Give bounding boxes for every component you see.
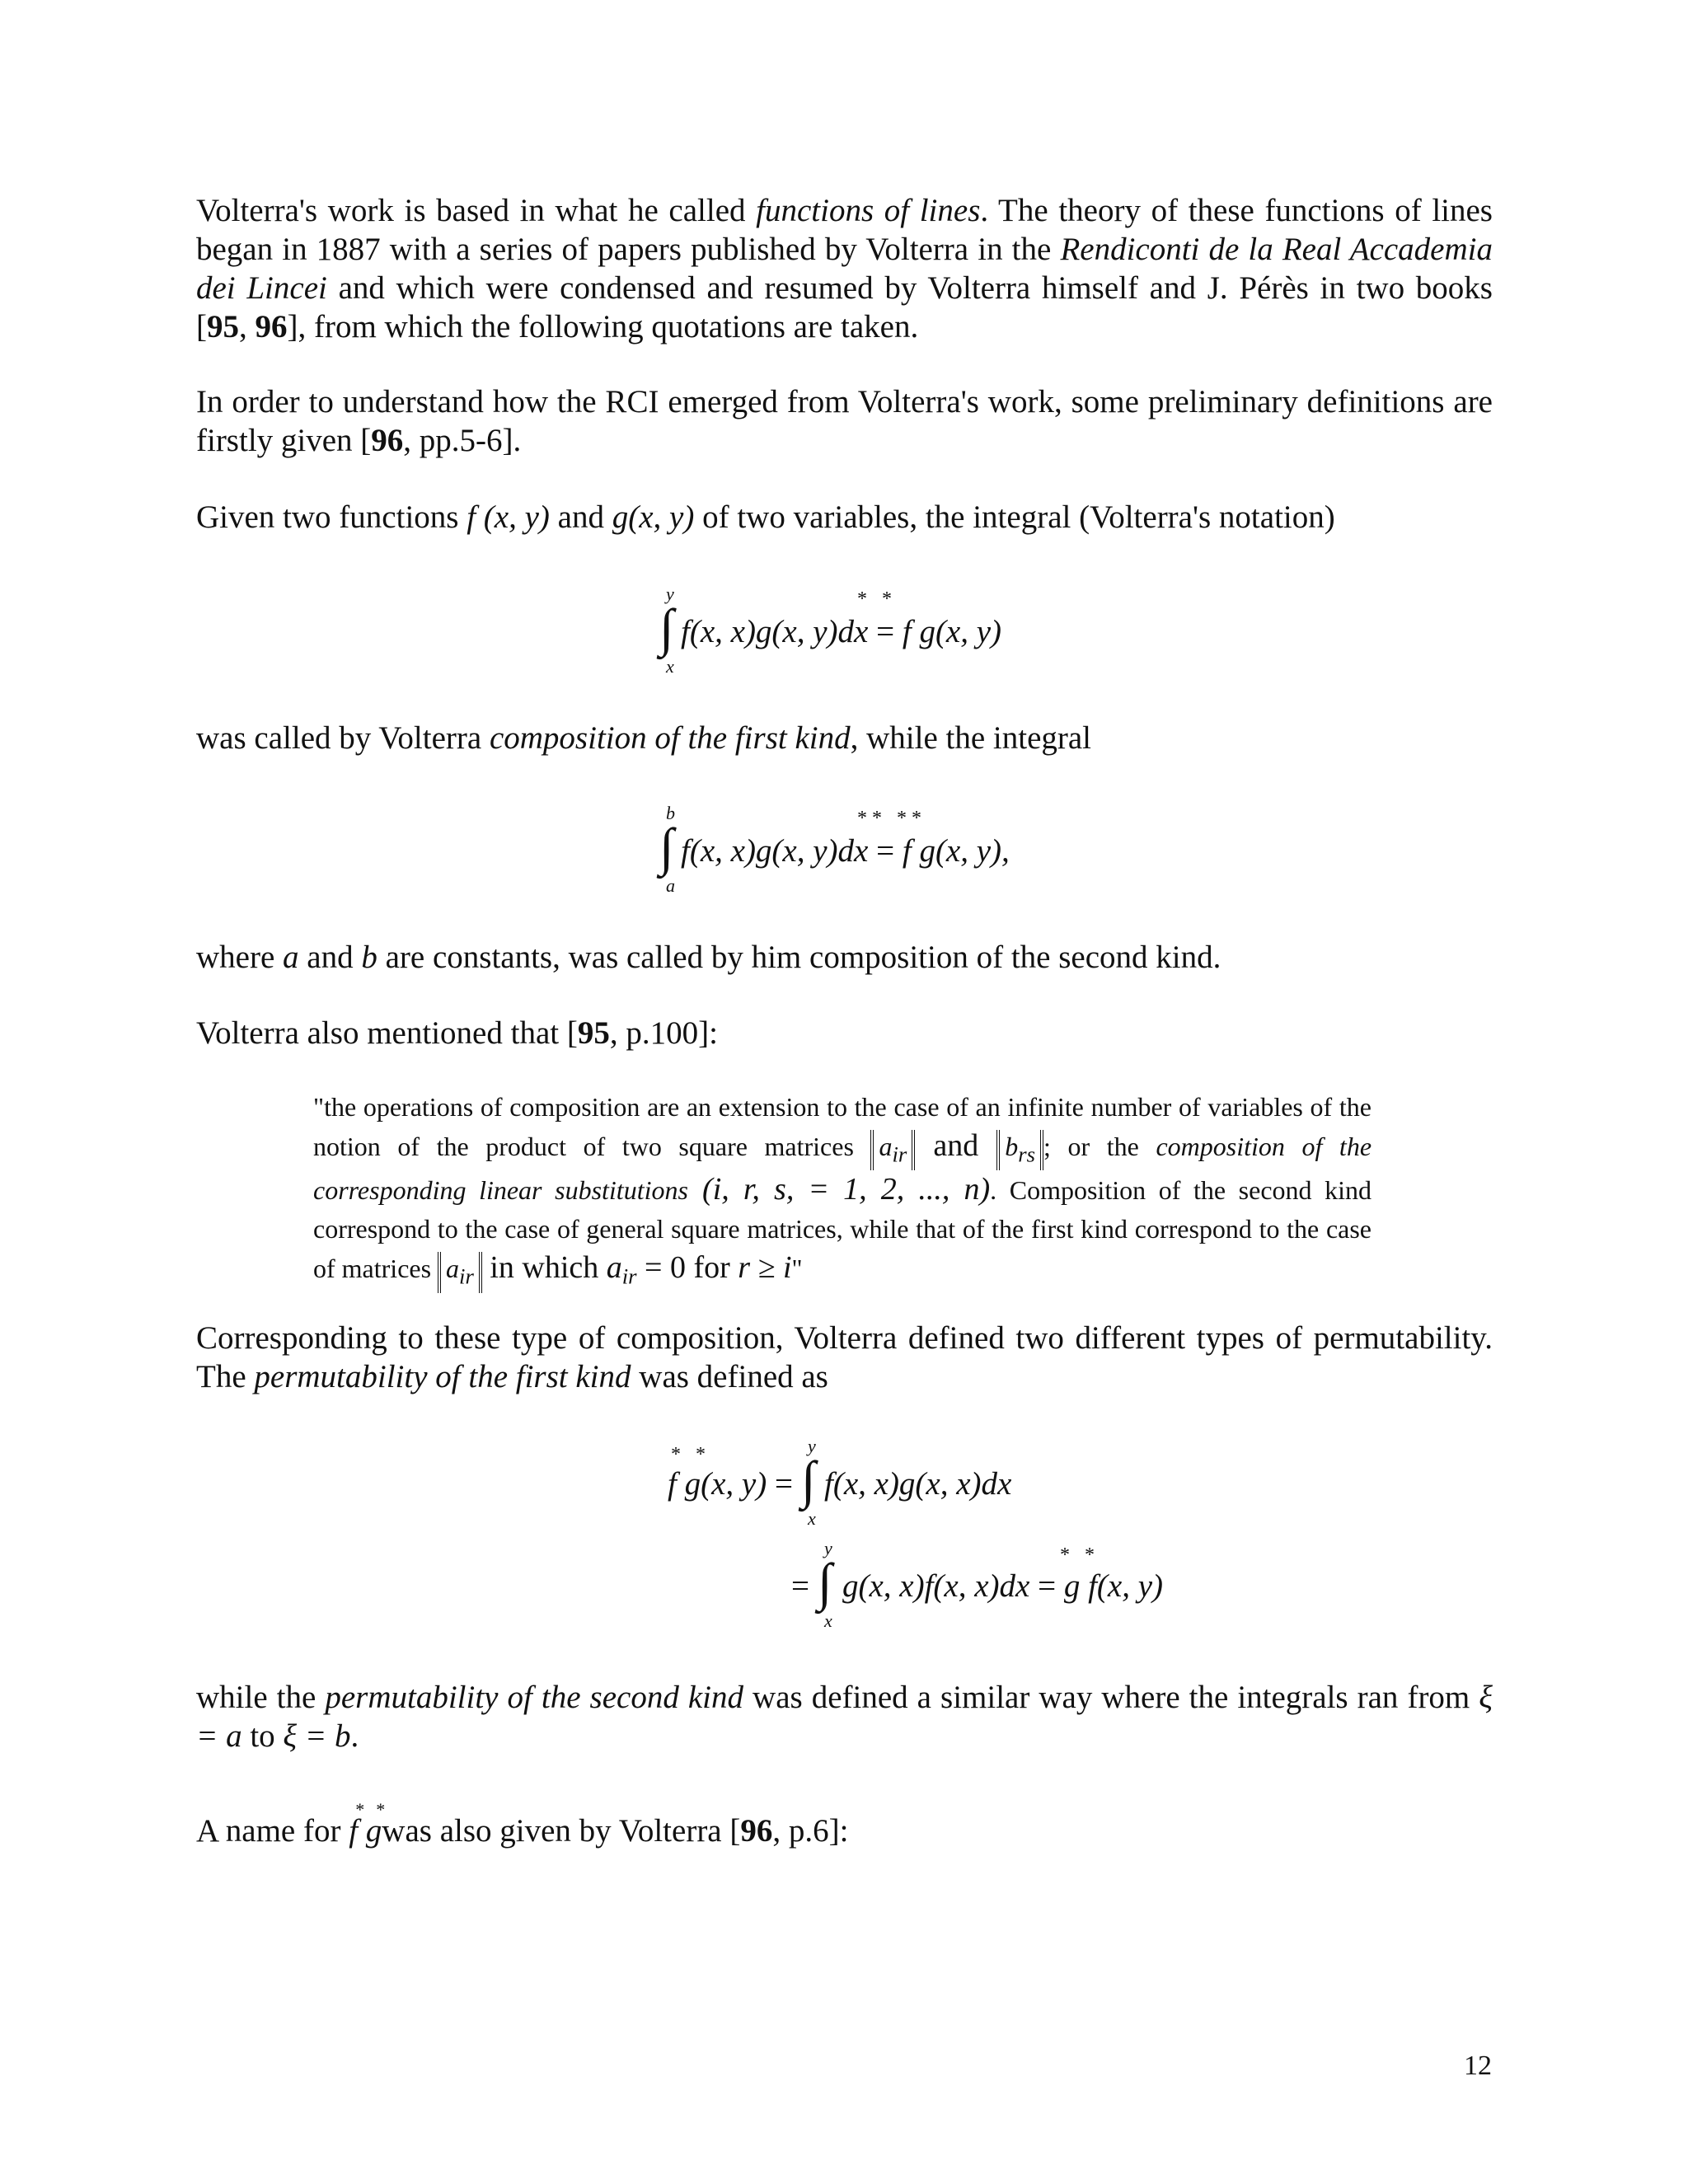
text: and	[915, 1128, 997, 1163]
star-marks: ** **	[857, 808, 926, 829]
math-var: b	[1005, 1132, 1019, 1161]
math-subscript: ir	[892, 1141, 907, 1167]
lower-limit: a	[666, 875, 675, 896]
text: In order to understand how the RCI emerged from Volterra's work, some preliminary definitions are firstly given [	[196, 384, 1493, 458]
emphasis-text: permutability of the first kind	[254, 1359, 631, 1394]
math-expr: g(x, y)	[676, 1466, 767, 1502]
text: for	[685, 1250, 738, 1286]
text: was defined as	[631, 1359, 828, 1394]
math-inline: f (x, y)	[467, 499, 550, 535]
math-expr: f(x, y)	[1080, 1568, 1164, 1604]
text: "the operations of composition are an extension to the case of an infinite number of variables of the notion of the product of two square matrices	[313, 1092, 1372, 1161]
math-subscript: ir	[459, 1263, 474, 1289]
equals-sign: =	[1029, 1568, 1064, 1604]
text: was called by Volterra	[196, 720, 490, 756]
matrix-norm	[870, 1130, 915, 1170]
upper-limit: y	[666, 583, 674, 604]
math-inline: (i, r, s, = 1, 2, ..., n)	[687, 1172, 991, 1207]
emphasis-text: permutability of the second kind	[325, 1680, 744, 1715]
star-marks: **	[355, 1799, 397, 1820]
text: where	[196, 940, 284, 975]
text: in which	[481, 1250, 607, 1286]
text: while the	[196, 1680, 326, 1715]
text: to	[241, 1718, 284, 1754]
text: Volterra also mentioned that [	[196, 1015, 578, 1051]
math-var: g	[365, 1813, 382, 1849]
text: . The theory of these functions of lines began in 1887 with a series of papers published by Volterra in the	[196, 193, 1493, 267]
emphasis-text: composition of the corresponding linear substitutions	[313, 1132, 1372, 1206]
text: Corresponding to these type of composition, Volterra defined two different types of permutability. The	[196, 1320, 1493, 1394]
equation-body	[681, 613, 1001, 650]
citation-ref: 96	[371, 423, 404, 458]
lower-limit: x	[808, 1508, 816, 1529]
integral-sign: ∫	[818, 1553, 832, 1611]
math-inline: ξ = b	[283, 1718, 351, 1754]
math-subscript: ir	[621, 1263, 637, 1289]
citation-ref: 95	[577, 1015, 610, 1051]
paragraph-given-functions	[196, 498, 1493, 537]
text: , p.100]:	[609, 1015, 718, 1051]
starred-product	[349, 1799, 397, 1850]
math-var: a	[283, 940, 299, 975]
equation-second-line	[842, 1568, 1163, 1605]
text: and	[549, 499, 612, 535]
citation-ref: 95	[207, 309, 239, 344]
page-number: 12	[1464, 2050, 1492, 2081]
paragraph-second-kind	[196, 1678, 1493, 1755]
star-marks: * *	[1060, 1544, 1100, 1566]
emphasis-text: composition of the first kind	[489, 720, 851, 756]
math-expr: g(x, y)	[911, 614, 1002, 649]
math-var: g	[1063, 1568, 1081, 1604]
text: .	[350, 1718, 359, 1754]
text: , pp.5-6].	[403, 423, 522, 458]
citation-ref: 96	[740, 1813, 773, 1849]
text: of two variables, the integral (Volterra's notation)	[694, 499, 1335, 535]
text: ; or the	[1043, 1132, 1156, 1161]
math-var: b	[361, 940, 377, 975]
equals-sign: =	[868, 614, 903, 649]
equals-sign: =	[791, 1568, 809, 1604]
math-expr: g(x, y),	[911, 833, 1010, 869]
integrand: g(x, x)f(x, x)dx	[842, 1568, 1030, 1604]
text: was defined a similar way where the integrals ran from	[743, 1680, 1479, 1715]
math-inline: ξ = a	[196, 1680, 1493, 1754]
equation-composition-first-kind	[659, 583, 1039, 682]
text: , while the integral	[850, 720, 1092, 756]
equation-lhs	[668, 1465, 793, 1502]
text: ], from which the following quotations are taken.	[287, 309, 919, 344]
math-var: f	[349, 1813, 359, 1849]
math-var: a	[879, 1132, 893, 1161]
upper-limit: y	[808, 1436, 816, 1456]
star-marks: * *	[857, 588, 897, 610]
text: , p.6]:	[772, 1813, 849, 1849]
journal-title: Rendiconti de la Real Accademia dei Lincei	[196, 232, 1493, 306]
paragraph-rci	[196, 382, 1493, 460]
math-var: f	[902, 614, 912, 649]
math-var: a	[446, 1254, 460, 1284]
text: "	[791, 1254, 803, 1284]
matrix-norm	[996, 1130, 1043, 1170]
paragraph-name-for	[196, 1799, 1493, 1850]
integral-sign: ∫	[801, 1451, 816, 1509]
citation-ref: 96	[255, 309, 288, 344]
star-marks: * *	[671, 1444, 710, 1465]
math-subscript: rs	[1018, 1141, 1036, 1167]
text: and which were condensed and resumed by Volterra himself and J. Pérès in two books [	[196, 270, 1493, 344]
text: are constants, was called by him composition of the second kind.	[377, 940, 1221, 975]
paragraph-constants	[196, 938, 1493, 977]
text: was also given by Volterra [	[382, 1813, 741, 1849]
text: A name for	[196, 1813, 349, 1849]
math-var: f	[902, 833, 912, 869]
equals-sign: =	[868, 833, 903, 869]
paragraph-permutability	[196, 1319, 1493, 1396]
text: Given two functions	[196, 499, 467, 535]
equals-sign: =	[767, 1466, 793, 1502]
integrand: f(x, x)g(x, y)dx	[681, 614, 869, 649]
lower-limit: x	[666, 656, 674, 677]
integrand: f(x, x)g(x, y)dx	[681, 833, 869, 869]
math-var: a	[606, 1250, 622, 1286]
matrix-norm	[438, 1252, 482, 1292]
equation-body	[681, 832, 1010, 869]
emphasis-text: functions of lines	[756, 193, 981, 228]
text: and	[298, 940, 362, 975]
math-inline: r ≥ i	[738, 1250, 792, 1286]
text: Volterra's work is based in what he called	[196, 193, 757, 228]
paragraph-volterra-mentioned	[196, 1014, 1493, 1052]
upper-limit: b	[666, 803, 675, 823]
paragraph-composition-first	[196, 719, 1493, 757]
math-inline: g(x, y)	[612, 499, 695, 535]
integral-sign: ∫	[659, 818, 674, 876]
math-var: f	[668, 1466, 677, 1502]
text: . Composition of the second kind correspond to the case of general square matrices, while that of the first kind correspond to the case of matrices	[313, 1175, 1372, 1284]
paragraph-intro	[196, 191, 1493, 346]
integral-sign: ∫	[659, 598, 674, 657]
block-quote	[313, 1088, 1372, 1296]
equation-permutability-first-kind	[659, 1436, 1220, 1642]
integrand: f(x, x)g(x, x)dx	[824, 1466, 1012, 1502]
equation-composition-second-kind	[659, 803, 1055, 902]
upper-limit: y	[824, 1538, 832, 1558]
text: ,	[239, 309, 256, 344]
math-expr: = 0	[636, 1250, 686, 1286]
lower-limit: x	[824, 1610, 832, 1631]
